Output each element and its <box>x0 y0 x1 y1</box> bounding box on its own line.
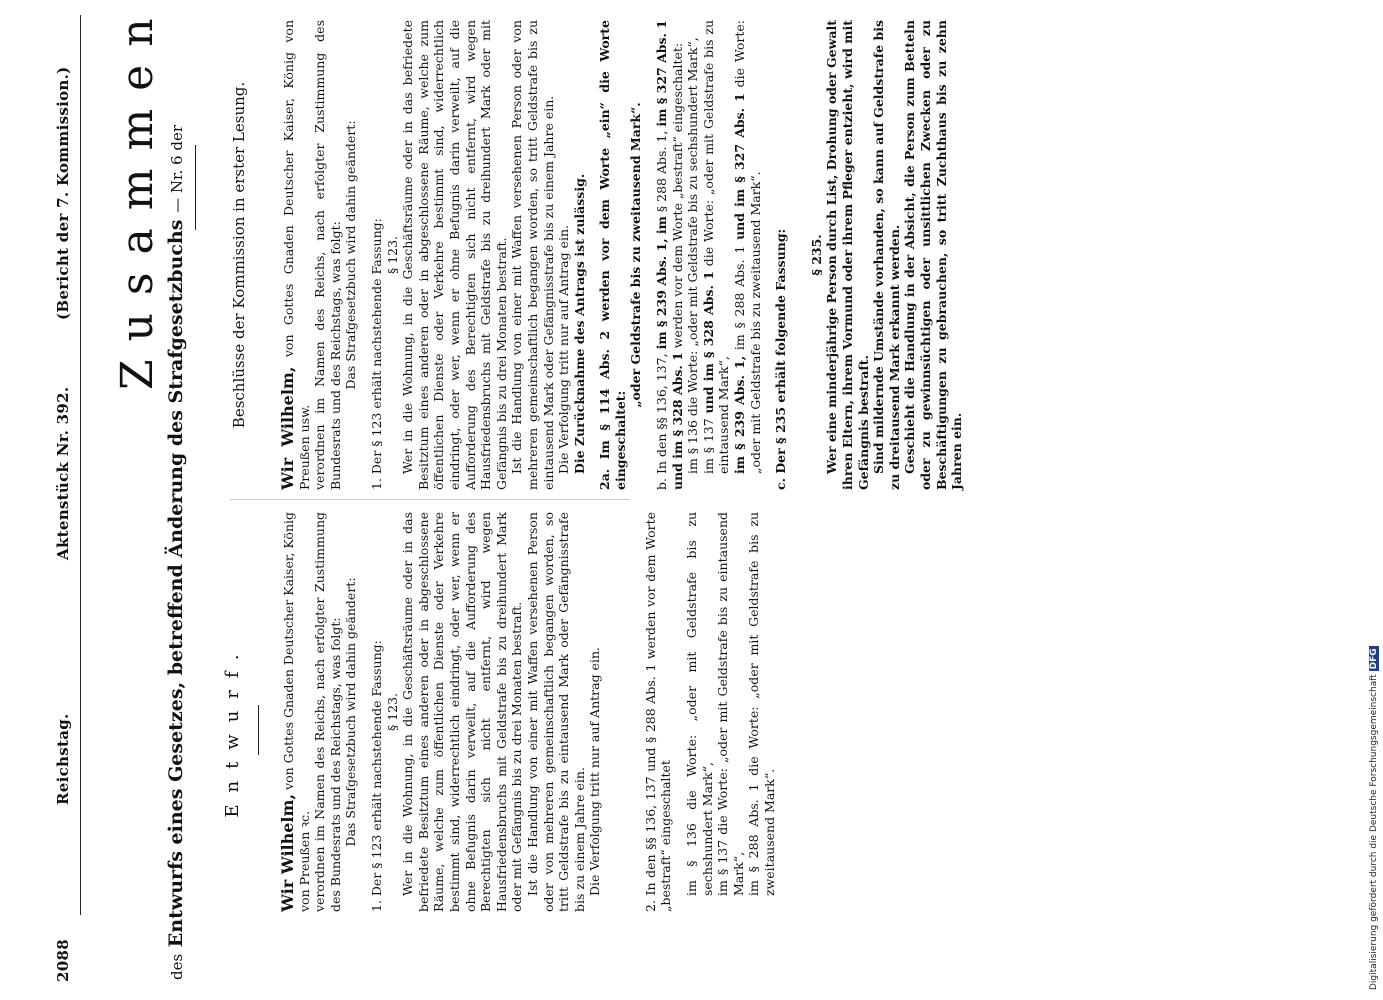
right-b3-bold2: und im § 327 Abs. 1 <box>732 93 748 240</box>
left-change: Das Strafgesetzbuch wird dahin geändert: <box>343 577 359 847</box>
right-p1: Wer in die Wohnung, in die Geschäftsräume oder in das befriedete Besitztum eines anderen oder in abgeschlossene Räume, welche zum öffentlichen Dienste oder Verkehre bestimmt sind, widerrechtlich eindringt, oder wer, wenn er ohne Befugnis darin verweilt, auf die Aufforderung des Berechtigten sich nicht entfernt, wird wegen Hausfriedensbruchs mit Geldstrafe bis zu dreihundert Mark oder mit Gefängnis bis zu drei Monaten bestraft. <box>400 20 509 490</box>
header-left: Reichstag. <box>54 713 72 805</box>
right-c-paragraph-sign: § 235. <box>808 234 824 276</box>
title-rule <box>195 145 196 230</box>
title-big: Zusammen <box>112 0 163 390</box>
right-c-p3: Geschieht die Handlung in der Absicht, die Person zum Betteln oder zu gewinnsüchtigen oder unsittlichen Zwecken oder zu Beschäftigungen zu gebrauchen, so tritt Zuchthaus bis zu zehn Jahren ein. <box>902 20 965 490</box>
right-b3-mid: im § 288 Abs. 1 <box>732 245 748 351</box>
left-heading: Entwurf. <box>222 642 243 818</box>
left-heading-rule <box>258 705 259 755</box>
right-item1: 1. Der § 123 erhält nachstehende Fassung: <box>368 218 384 490</box>
left-item2b: im § 137 die Worte: „oder mit Geldstrafe bis zu eintausend Mark“, <box>715 512 746 896</box>
right-wir-rest: von Gottes Gnaden Deutscher Kaiser, König von Preußen usw. <box>281 20 312 490</box>
right-b-label: b. <box>654 478 670 490</box>
header-center: Aktenstück Nr. 392. <box>54 386 72 560</box>
right-enact: verordnen im Namen des Reichs, nach erfolgter Zustimmung des Bundesrats und des Reichstags, was folgt: <box>312 20 343 490</box>
header-rule <box>80 15 81 915</box>
left-p1: Wer in die Wohnung, in die Geschäftsräume oder in das befriedete Besitztum eines anderen oder in abgeschlossene Räume, welche zum öffentlichen Dienste oder Verkehre bestimmt sind, widerrechtlich eindringt, oder wer, wenn er ohne Befugnis darin verweilt, auf die Aufforderung des Berechtigten sich nicht entfernt, wird wegen Hausfriedensbruchs mit Geldstrafe bis zu dreihundert Mark oder mit Gefängnis bis zu drei Monaten bestraft. <box>400 512 525 912</box>
right-heading: Beschlüsse der Kommission in erster Lesung. <box>230 81 248 429</box>
right-item2a-label: 2a. <box>597 468 613 490</box>
right-c-p2: Sind mildernde Umstände vorhanden, so kann auf Geldstrafe bis zu dreitausend Mark erkannt werden. <box>871 20 902 490</box>
right-item2a: Im § 114 Abs. 2 werden vor dem Worte „ein“ die Worte eingeschaltet: <box>597 20 628 490</box>
right-p3: Die Verfolgung tritt nur auf Antrag ein. <box>556 225 572 474</box>
title-suffix: — Nr. 6 der <box>168 125 186 213</box>
right-b2-end: die Worte: „oder mit Geldstrafe bis zu eintausend Mark“, <box>700 20 732 474</box>
right-b3-end: die Worte: „oder mit Geldstrafe bis zu zweitausend Mark“. <box>732 20 763 474</box>
left-p2: Ist die Handlung von einer mit Waffen versehenen Person oder von mehreren gemeinschaftlich begangen worden, so tritt Geldstrafe bis zu eintausend Mark oder Gefängnisstrafe bis zu einem Jahre ein. <box>524 512 587 912</box>
digitization-note <box>1369 10 1383 990</box>
digitization-text: Digitalisierung gefördert durch die Deutsche Forschungsgemeinschaft <box>1369 674 1379 990</box>
title-line <box>165 125 187 980</box>
left-enact: verordnen im Namen des Reichs, nach erfolgter Zustimmung des Bundesrats und des Reichstags, was folgt: <box>312 512 343 912</box>
right-c-label: c. <box>773 478 789 490</box>
right-wir-bold: Wir Wilhelm, <box>278 366 297 490</box>
left-item2a: im § 136 die Worte: „oder mit Geldstrafe bis zu sechshundert Mark“, <box>684 512 715 896</box>
right-b3-bold1: im § 239 Abs. 1, <box>732 355 748 474</box>
left-paragraph-sign: § 123. <box>384 692 400 732</box>
right-b-bold1: im § 239 Abs. 1, im <box>654 216 670 350</box>
right-b-bold2: im § 327 Abs. 1 und im § 328 Abs. 1 <box>654 20 685 490</box>
left-item1: 1. Der § 123 erhält nachstehende Fassung: <box>368 640 384 912</box>
right-c-text: Der § 235 erhält folgende Fassung: <box>773 228 789 474</box>
right-change: Das Strafgesetzbuch wird dahin geändert: <box>343 120 359 390</box>
left-wir-rest: von Gottes Gnaden Deutscher Kaiser, König von Preußen ꝛc. <box>281 512 312 912</box>
title-prefix: des <box>168 953 186 980</box>
left-item2c: im § 288 Abs. 1 die Worte: „oder mit Geldstrafe bis zu zweitausend Mark“. <box>746 512 778 896</box>
right-paragraph-sign: § 123. <box>384 235 400 275</box>
right-b-start: In den §§ 136, 137, <box>654 353 670 475</box>
right-c-p1: Wer eine minderjährige Person durch List, Drohung oder Gewalt ihren Eltern, ihrem Vormund oder ihrem Pfleger entzieht, wird mit Gefängnis bestraft. <box>824 20 871 490</box>
right-item2a-quote: „oder Geldstrafe bis zu zweitausend Mark“. <box>628 102 644 408</box>
left-column <box>280 512 778 912</box>
left-p3: Die Verfolgung tritt nur auf Antrag ein. <box>587 647 603 896</box>
header-right: (Bericht der 7. Kommission.) <box>54 66 72 320</box>
right-column <box>280 20 965 490</box>
right-b-mid: § 288 Abs. 1, <box>654 130 670 213</box>
right-p2: Ist die Handlung von einer mit Waffen versehenen Person oder von mehreren gemeinschaftlich begangen worden, so tritt Geldstrafe bis zu eintausend Mark oder Gefängnisstrafe bis zu einem Jahre ein. <box>509 20 556 490</box>
right-b1: im § 136 die Worte: „oder mit Geldstrafe bis zu sechshundert Mark“, <box>685 37 701 474</box>
page-number: 2088 <box>54 939 72 982</box>
title-main: Entwurfs eines Gesetzes, betreffend Änderung des Strafgesetzbuchs <box>165 219 187 948</box>
left-item2: 2. In den §§ 136, 137 und § 288 Abs. 1 werden vor dem Worte „bestraft“ eingeschaltet <box>642 512 674 912</box>
left-wir-bold: Wir Wilhelm, <box>278 793 297 912</box>
column-divider <box>230 499 630 500</box>
right-b2-bold: und im § 328 Abs. 1 <box>700 271 716 414</box>
right-b-end: werden vor dem Worte „bestraft“ eingeschaltet: <box>669 42 685 349</box>
right-b2-start: im § 137 <box>700 418 716 474</box>
right-p4: Die Zurücknahme des Antrags ist zulässig. <box>571 173 587 474</box>
dfg-logo: DFG <box>1369 648 1379 670</box>
